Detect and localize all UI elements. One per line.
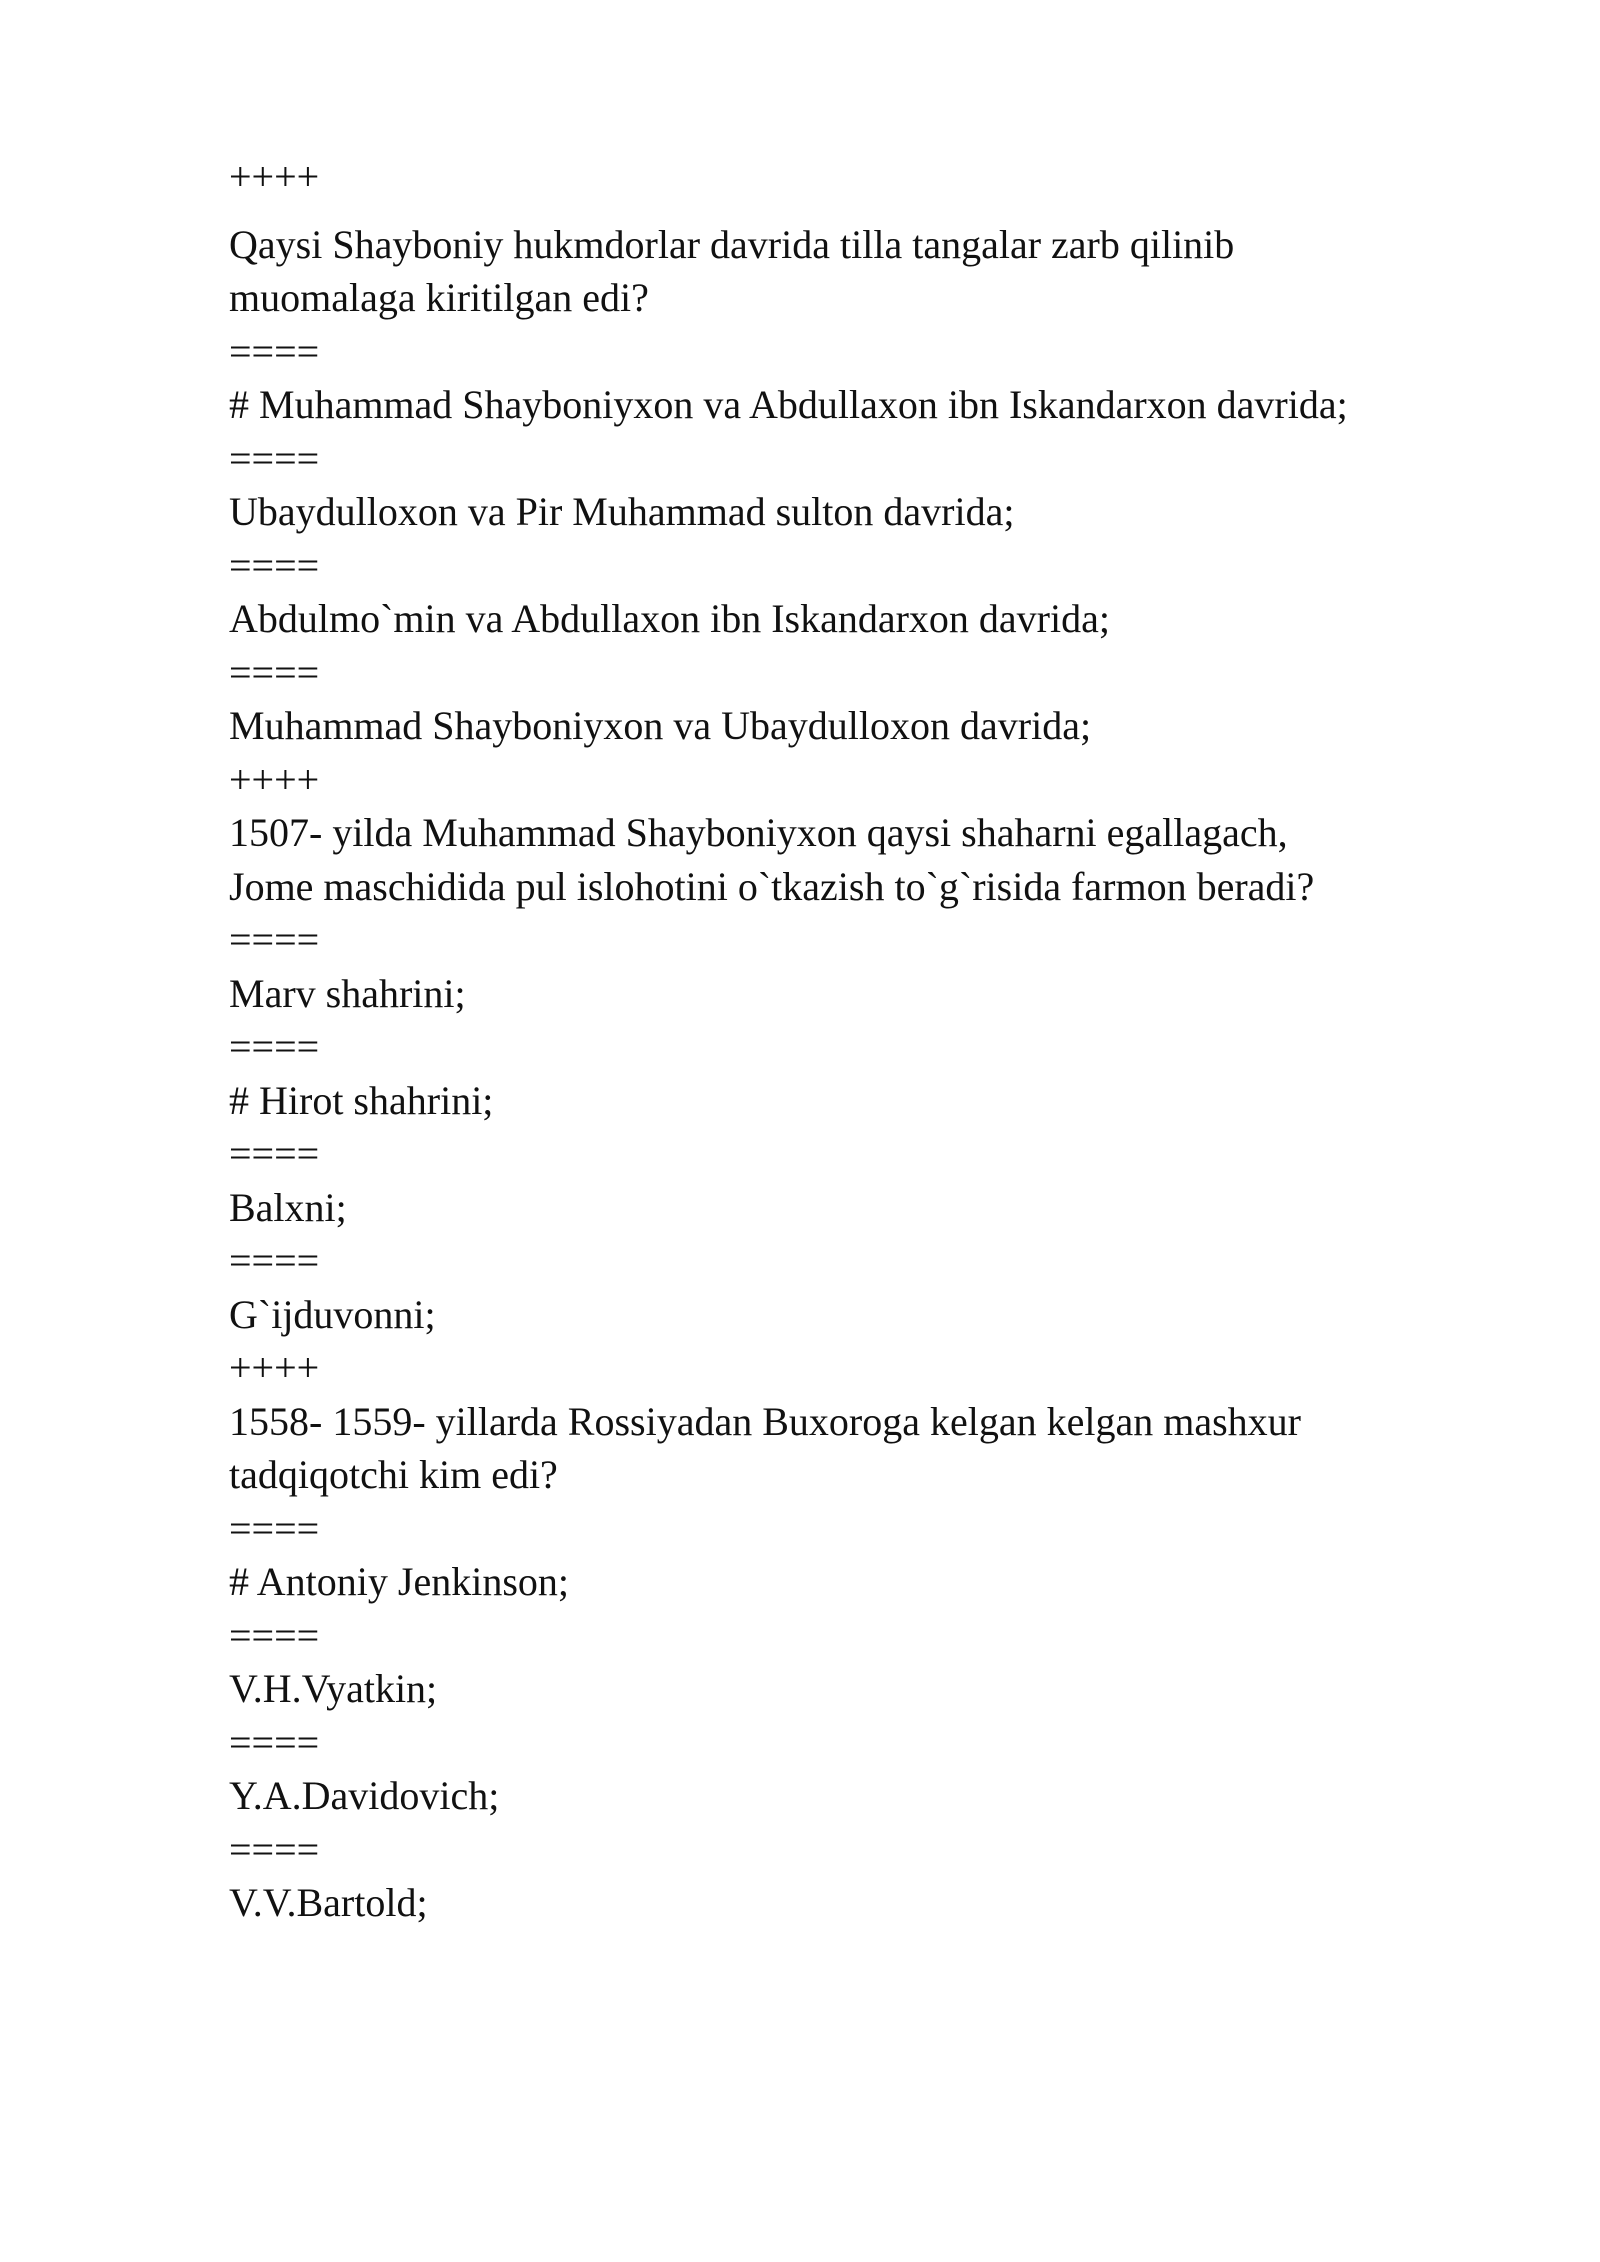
question-text-line: muomalaga kiritilgan edi? xyxy=(229,275,649,320)
answer-separator: ==== xyxy=(229,1131,320,1176)
answer-option: G`ijduvonni; xyxy=(229,1291,436,1337)
answer-option: Marv shahrini; xyxy=(229,970,466,1016)
answer-separator: ==== xyxy=(229,542,320,588)
answer-option: V.V.Bartold; xyxy=(229,1880,428,1925)
answer-separator: ==== xyxy=(229,1826,320,1872)
question-separator: ++++ xyxy=(229,154,320,199)
answer-option: V.H.Vyatkin; xyxy=(229,1666,438,1711)
question-text-line: tadqiqotchi kim edi? xyxy=(229,1452,558,1497)
answer-option-correct: # Muhammad Shayboniyxon va Abdullaxon ibn Iskandarxon davrida; xyxy=(229,382,1348,427)
answer-option-correct: # Hirot shahrini; xyxy=(229,1077,494,1123)
answer-option: Abdulmo`min va Abdullaxon ibn Iskandarxon davrida; xyxy=(229,596,1110,641)
question-text-line: 1558- 1559- yillarda Rossiyadan Buxoroga kelgan kelgan mashxur xyxy=(229,1398,1301,1444)
question-separator: ++++ xyxy=(229,756,320,802)
answer-separator: ==== xyxy=(229,649,320,695)
answer-separator: ==== xyxy=(229,1505,320,1551)
question-text-line: Qaysi Shayboniy hukmdorlar davrida tilla tangalar zarb qilinib xyxy=(229,221,1235,267)
question-separator: ++++ xyxy=(229,1345,320,1390)
question-text-line: 1507- yilda Muhammad Shayboniyxon qaysi shaharni egallagach, xyxy=(229,810,1288,855)
answer-option: Muhammad Shayboniyxon va Ubaydulloxon davrida; xyxy=(229,703,1092,748)
answer-option: Y.A.Davidovich; xyxy=(229,1773,500,1818)
document-body xyxy=(229,150,1479,1930)
answer-option-correct: # Antoniy Jenkinson; xyxy=(229,1559,570,1604)
answer-separator: ==== xyxy=(229,1024,320,1069)
answer-separator: ==== xyxy=(229,1719,320,1765)
answer-separator: ==== xyxy=(229,1238,320,1283)
answer-separator: ==== xyxy=(229,328,320,374)
question-text-line: Jome maschidida pul islohotini o`tkazish to`g`risida farmon beradi? xyxy=(229,863,1315,909)
answer-option: Ubaydulloxon va Pir Muhammad sulton davrida; xyxy=(229,489,1015,534)
answer-separator: ==== xyxy=(229,1612,320,1658)
answer-separator: ==== xyxy=(229,917,320,962)
answer-option: Balxni; xyxy=(229,1184,347,1230)
answer-separator: ==== xyxy=(229,435,320,481)
